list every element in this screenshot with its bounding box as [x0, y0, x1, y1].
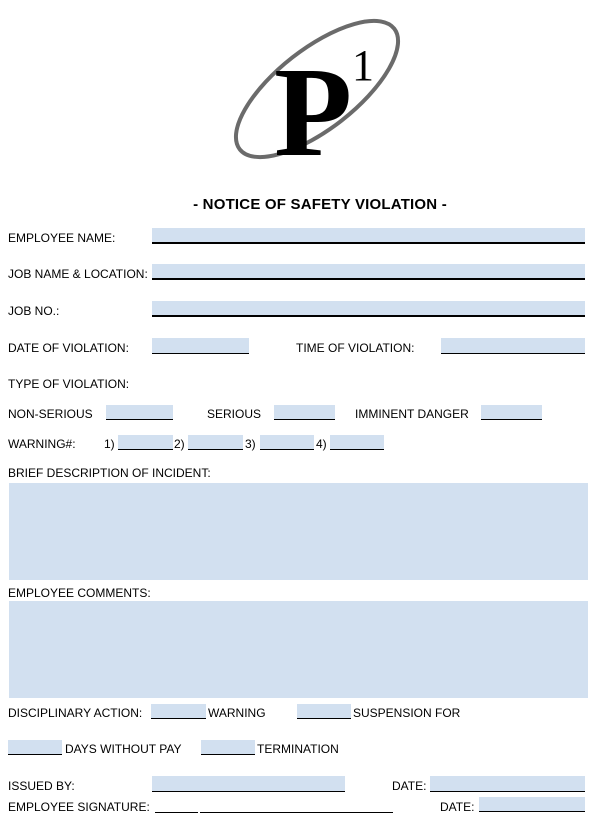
warning-3-field[interactable]: [260, 435, 314, 450]
warning-1-label: 1): [104, 437, 115, 451]
logo-letter: P: [274, 41, 353, 173]
description-textarea[interactable]: [9, 483, 588, 580]
warning-4-label: 4): [316, 437, 327, 451]
date-of-violation-field[interactable]: [152, 338, 249, 354]
description-label: BRIEF DESCRIPTION OF INCIDENT:: [8, 466, 211, 480]
imminent-danger-label: IMMINENT DANGER: [355, 407, 469, 421]
issued-by-field[interactable]: [152, 776, 345, 792]
warning-1-field[interactable]: [118, 435, 173, 450]
type-of-violation-label: TYPE OF VIOLATION:: [8, 377, 130, 391]
warning-2-field[interactable]: [188, 435, 243, 450]
employee-name-label: EMPLOYEE NAME:: [8, 231, 116, 245]
imminent-danger-field[interactable]: [481, 405, 542, 420]
termination-field[interactable]: [201, 740, 255, 755]
signature-line-left: [155, 812, 198, 813]
signature-date-field[interactable]: [479, 797, 585, 812]
disciplinary-action-label: DISCIPLINARY ACTION:: [8, 706, 143, 720]
disciplinary-warning-label: WARNING: [208, 706, 266, 720]
issued-by-label: ISSUED BY:: [8, 779, 75, 793]
logo-superscript: 1: [352, 41, 374, 90]
termination-label: TERMINATION: [257, 742, 339, 756]
issued-date-label: DATE:: [392, 779, 427, 793]
days-without-pay-field[interactable]: [8, 740, 62, 755]
job-no-field[interactable]: [152, 301, 585, 317]
employee-comments-textarea[interactable]: [9, 601, 588, 698]
warning-4-field[interactable]: [330, 435, 384, 450]
serious-label: SERIOUS: [207, 407, 262, 421]
serious-field[interactable]: [274, 405, 335, 420]
warning-number-label: WARNING#:: [8, 437, 76, 451]
suspension-label: SUSPENSION FOR: [353, 706, 461, 720]
form-title: - NOTICE OF SAFETY VIOLATION -: [193, 196, 447, 213]
employee-comments-label: EMPLOYEE COMMENTS:: [8, 586, 151, 600]
signature-date-label: DATE:: [440, 800, 475, 814]
job-name-location-field[interactable]: [152, 264, 585, 280]
warning-3-label: 3): [245, 437, 256, 451]
days-without-pay-label: DAYS WITHOUT PAY: [65, 742, 182, 756]
non-serious-label: NON-SERIOUS: [8, 407, 93, 421]
suspension-field[interactable]: [297, 704, 351, 719]
non-serious-field[interactable]: [106, 405, 173, 420]
time-of-violation-label: TIME OF VIOLATION:: [296, 341, 415, 355]
employee-name-field[interactable]: [152, 228, 585, 244]
disciplinary-warning-field[interactable]: [151, 704, 206, 719]
time-of-violation-field[interactable]: [441, 338, 585, 354]
employee-signature-line[interactable]: [200, 812, 393, 813]
company-logo: [222, 5, 412, 173]
date-of-violation-label: DATE OF VIOLATION:: [8, 341, 129, 355]
warning-2-label: 2): [174, 437, 185, 451]
employee-signature-label: EMPLOYEE SIGNATURE:: [8, 800, 150, 814]
job-name-location-label: JOB NAME & LOCATION:: [8, 267, 148, 281]
p1-logo-graphic: [222, 5, 412, 173]
issued-date-field[interactable]: [430, 776, 585, 792]
job-no-label: JOB NO.:: [8, 304, 60, 318]
